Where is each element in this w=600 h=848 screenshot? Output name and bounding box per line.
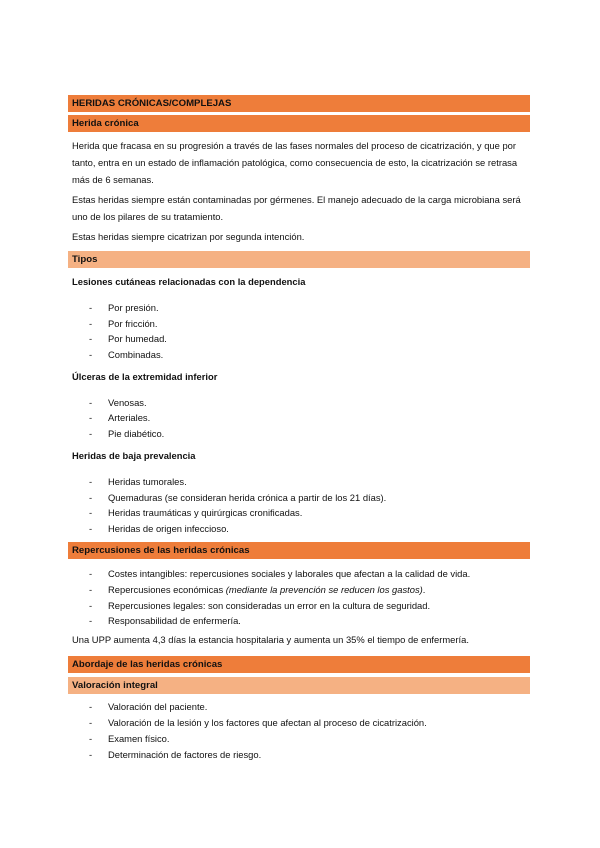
list-item-text: Combinadas. [108,349,164,360]
bullet-dash: - [89,492,93,503]
approach-heading: Abordaje de las heridas crónicas [72,659,223,670]
list-item-text: Valoración del paciente. [108,701,208,712]
chronic-wound-heading: Herida crónica [72,118,139,129]
list-item-text: Valoración de la lesión y los factores que afectan al proceso de cicatrización. [108,717,427,728]
group-title-dependency: Lesiones cutáneas relacionadas con la dependencia [72,276,306,287]
bullet-dash: - [89,568,93,579]
bullet-dash: - [89,507,93,518]
list-item-text: Arteriales. [108,412,151,423]
repercussions-heading: Repercusiones de las heridas crónicas [72,545,250,556]
list-item-text-economic [108,583,425,597]
economic-end: . [422,584,426,595]
list-item-text: Repercusiones legales: son consideradas un error en la cultura de seguridad. [108,600,431,611]
repercussions-header-bar [68,542,530,559]
group-title-lower-limb: Úlceras de la extremidad inferior [72,371,218,382]
list-item-text: Pie diabético. [108,428,165,439]
bullet-dash: - [89,717,93,728]
approach-header-bar [68,656,530,673]
bullet-dash: - [89,701,93,712]
list-item-text: Quemaduras (se consideran herida crónica a partir de los 21 días). [108,492,387,503]
types-header-bar [68,251,530,268]
economic-label: Repercusiones económicas [108,584,224,595]
list-item-text: Determinación de factores de riesgo. [108,749,262,760]
bullet-dash: - [89,318,93,329]
bullet-dash: - [89,733,93,744]
list-item-text: Por humedad. [108,333,167,344]
contamination-paragraph: Estas heridas siempre están contaminadas por gérmenes. El manejo adecuado de la carga microbiana será uno de los pilares de su tratamiento. [72,194,521,222]
list-item-text: Examen físico. [108,733,170,744]
list-item-text: Costes intangibles: repercusiones sociales y laborales que afectan a la calidad de vida. [108,568,471,579]
main-header-bar [68,95,530,112]
bullet-dash: - [89,600,93,611]
integral-assessment-bar [68,677,530,694]
bullet-dash: - [89,584,93,595]
bullet-dash: - [89,333,93,344]
types-heading: Tipos [72,254,98,265]
upp-paragraph: Una UPP aumenta 4,3 días la estancia hospitalaria y aumenta un 35% el tiempo de enfermería. [72,634,469,645]
bullet-dash: - [89,302,93,313]
economic-note: (mediante la prevención se reducen los gastos) [225,584,423,595]
bullet-dash: - [89,523,93,534]
list-item-text: Heridas tumorales. [108,476,187,487]
chronic-wound-header-bar [68,115,530,132]
list-item-text: Por fricción. [108,318,158,329]
bullet-dash: - [89,397,93,408]
list-item-text: Responsabilidad de enfermería. [108,615,241,626]
healing-paragraph: Estas heridas siempre cicatrizan por segunda intención. [72,231,305,242]
group-title-low-prevalence: Heridas de baja prevalencia [72,450,196,461]
list-item-text: Heridas traumáticas y quirúrgicas cronificadas. [108,507,303,518]
list-item-text: Por presión. [108,302,159,313]
bullet-dash: - [89,428,93,439]
list-item-text: Heridas de origen infeccioso. [108,523,229,534]
bullet-dash: - [89,412,93,423]
bullet-dash: - [89,349,93,360]
bullet-dash: - [89,476,93,487]
definition-paragraph: Herida que fracasa en su progresión a través de las fases normales del proceso de cicatrización, y que por tanto, entra en un estado de inflamación patológica, como consecuencia de esto, la cicatrización se retrasa más de 6 semanas. [72,140,518,185]
bullet-dash: - [89,615,93,626]
integral-assessment-heading: Valoración integral [72,680,158,691]
list-item-text: Venosas. [108,397,147,408]
main-header-text: HERIDAS CRÓNICAS/COMPLEJAS [72,98,232,109]
bullet-dash: - [89,749,93,760]
